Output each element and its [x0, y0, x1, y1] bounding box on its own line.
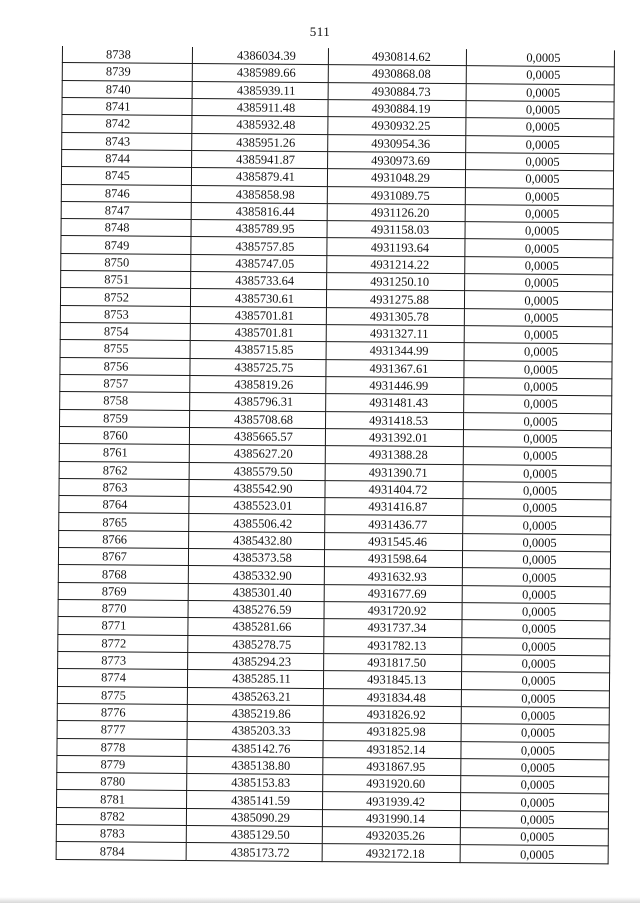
- y-coordinate-cell: 4931737.34: [324, 619, 462, 637]
- point-number-cell: 8752: [60, 288, 190, 306]
- y-coordinate-cell: 4931089.75: [327, 186, 465, 204]
- area-value-cell: 0,0005: [464, 291, 612, 309]
- point-number-cell: 8759: [60, 409, 190, 427]
- point-number-cell: 8769: [58, 582, 188, 600]
- y-coordinate-cell: 4931388.28: [325, 446, 463, 464]
- area-value-cell: 0,0005: [463, 464, 611, 482]
- y-coordinate-cell: 4931275.88: [326, 290, 464, 308]
- point-number-cell: 8781: [57, 790, 187, 808]
- area-value-cell: 0,0005: [464, 412, 612, 430]
- area-value-cell: 0,0005: [461, 672, 609, 690]
- area-value-cell: 0,0005: [460, 810, 608, 828]
- area-value-cell: 0,0005: [463, 481, 611, 499]
- x-coordinate-cell: 4385627.20: [189, 445, 325, 463]
- point-number-cell: 8772: [58, 634, 188, 652]
- y-coordinate-cell: 4931418.53: [326, 411, 464, 429]
- y-coordinate-cell: 4931825.98: [323, 723, 461, 741]
- y-coordinate-cell: 4930868.08: [328, 65, 466, 83]
- area-value-cell: 0,0005: [460, 845, 608, 863]
- x-coordinate-cell: 4385701.81: [190, 306, 326, 324]
- y-coordinate-cell: 4931193.64: [327, 238, 465, 256]
- area-value-cell: 0,0005: [465, 204, 613, 222]
- area-value-cell: 0,0005: [464, 343, 612, 361]
- x-coordinate-cell: 4385932.48: [192, 116, 328, 134]
- area-value-cell: 0,0005: [465, 222, 613, 240]
- y-coordinate-cell: 4932172.18: [322, 844, 460, 862]
- y-coordinate-cell: 4931390.71: [325, 463, 463, 481]
- area-value-cell: 0,0005: [463, 516, 611, 534]
- y-coordinate-cell: 4931126.20: [327, 203, 465, 221]
- area-value-cell: 0,0005: [465, 239, 613, 257]
- x-coordinate-cell: 4385219.86: [187, 704, 323, 722]
- point-number-cell: 8778: [57, 738, 187, 756]
- y-coordinate-cell: 4930973.69: [328, 151, 466, 169]
- area-value-cell: 0,0005: [461, 707, 609, 725]
- area-value-cell: 0,0005: [462, 637, 610, 655]
- area-value-cell: 0,0005: [466, 49, 614, 67]
- point-number-cell: 8738: [62, 46, 192, 64]
- area-value-cell: 0,0005: [462, 585, 610, 603]
- point-number-cell: 8741: [62, 97, 192, 115]
- coordinates-table: [56, 46, 615, 864]
- x-coordinate-cell: 4385281.66: [188, 618, 324, 636]
- y-coordinate-cell: 4931817.50: [324, 654, 462, 672]
- y-coordinate-cell: 4931826.92: [323, 705, 461, 723]
- point-number-cell: 8762: [59, 461, 189, 479]
- x-coordinate-cell: 4385373.58: [188, 549, 324, 567]
- point-number-cell: 8745: [61, 167, 191, 185]
- point-number-cell: 8773: [58, 651, 188, 669]
- x-coordinate-cell: 4385263.21: [187, 687, 323, 705]
- y-coordinate-cell: 4930954.36: [328, 134, 466, 152]
- area-value-cell: 0,0005: [464, 308, 612, 326]
- point-number-cell: 8748: [61, 219, 191, 237]
- point-number-cell: 8740: [62, 80, 192, 98]
- area-value-cell: 0,0005: [461, 741, 609, 759]
- area-value-cell: 0,0005: [462, 568, 610, 586]
- x-coordinate-cell: 4385278.75: [188, 635, 324, 653]
- area-value-cell: 0,0005: [462, 620, 610, 638]
- page-number: 511: [309, 24, 331, 39]
- point-number-cell: 8782: [56, 807, 186, 825]
- point-number-cell: 8767: [58, 548, 188, 566]
- area-value-cell: 0,0005: [463, 430, 611, 448]
- y-coordinate-cell: 4931404.72: [325, 480, 463, 498]
- x-coordinate-cell: 4385941.87: [192, 150, 328, 168]
- x-coordinate-cell: 4385332.90: [188, 566, 324, 584]
- y-coordinate-cell: 4931990.14: [322, 809, 460, 827]
- area-value-cell: 0,0005: [464, 378, 612, 396]
- point-number-cell: 8783: [56, 825, 186, 843]
- point-number-cell: 8751: [61, 271, 191, 289]
- point-number-cell: 8761: [59, 444, 189, 462]
- area-value-cell: 0,0005: [464, 360, 612, 378]
- x-coordinate-cell: 4385733.64: [191, 272, 327, 290]
- y-coordinate-cell: 4931446.99: [326, 377, 464, 395]
- y-coordinate-cell: 4931720.92: [324, 602, 462, 620]
- x-coordinate-cell: 4385989.66: [192, 64, 328, 82]
- y-coordinate-cell: 4931782.13: [324, 636, 462, 654]
- y-coordinate-cell: 4931367.61: [326, 359, 464, 377]
- y-coordinate-cell: 4931867.95: [323, 757, 461, 775]
- y-coordinate-cell: 4930884.73: [328, 82, 466, 100]
- point-number-cell: 8768: [58, 565, 188, 583]
- y-coordinate-cell: 4931305.78: [326, 307, 464, 325]
- area-value-cell: 0,0005: [465, 170, 613, 188]
- point-number-cell: 8753: [60, 305, 190, 323]
- point-number-cell: 8784: [56, 842, 186, 860]
- area-value-cell: 0,0005: [465, 256, 613, 274]
- y-coordinate-cell: 4931939.42: [323, 792, 461, 810]
- point-number-cell: 8742: [62, 115, 192, 133]
- y-coordinate-cell: 4931677.69: [324, 584, 462, 602]
- y-coordinate-cell: 4931327.11: [326, 325, 464, 343]
- point-number-cell: 8746: [61, 184, 191, 202]
- x-coordinate-cell: 4385285.11: [187, 670, 323, 688]
- y-coordinate-cell: 4930932.25: [328, 117, 466, 135]
- x-coordinate-cell: 4385819.26: [190, 375, 326, 393]
- x-coordinate-cell: 4385301.40: [188, 583, 324, 601]
- x-coordinate-cell: 4385757.85: [191, 237, 327, 255]
- y-coordinate-cell: 4931250.10: [327, 273, 465, 291]
- y-coordinate-cell: 4931214.22: [327, 255, 465, 273]
- point-number-cell: 8743: [62, 132, 192, 150]
- y-coordinate-cell: 4931632.93: [324, 567, 462, 585]
- x-coordinate-cell: 4385725.75: [190, 358, 326, 376]
- x-coordinate-cell: 4385542.90: [189, 479, 325, 497]
- y-coordinate-cell: 4931545.46: [325, 532, 463, 550]
- area-value-cell: 0,0005: [460, 828, 608, 846]
- y-coordinate-cell: 4931158.03: [327, 221, 465, 239]
- table-row: [56, 842, 608, 864]
- x-coordinate-cell: 4385173.72: [186, 843, 322, 861]
- x-coordinate-cell: 4385715.85: [190, 341, 326, 359]
- area-value-cell: 0,0005: [462, 603, 610, 621]
- area-value-cell: 0,0005: [461, 776, 609, 794]
- area-value-cell: 0,0005: [465, 187, 613, 205]
- area-value-cell: 0,0005: [466, 118, 614, 136]
- x-coordinate-cell: 4385276.59: [188, 601, 324, 619]
- point-number-cell: 8755: [60, 340, 190, 358]
- x-coordinate-cell: 4385090.29: [186, 808, 322, 826]
- x-coordinate-cell: 4385747.05: [191, 254, 327, 272]
- point-number-cell: 8747: [61, 201, 191, 219]
- x-coordinate-cell: 4385858.98: [191, 185, 327, 203]
- point-number-cell: 8780: [57, 773, 187, 791]
- point-number-cell: 8771: [58, 617, 188, 635]
- area-value-cell: 0,0005: [461, 793, 609, 811]
- x-coordinate-cell: 4385523.01: [189, 497, 325, 515]
- area-value-cell: 0,0005: [461, 758, 609, 776]
- x-coordinate-cell: 4385506.42: [189, 514, 325, 532]
- area-value-cell: 0,0005: [466, 135, 614, 153]
- x-coordinate-cell: 4385153.83: [187, 774, 323, 792]
- area-value-cell: 0,0005: [466, 153, 614, 171]
- point-number-cell: 8774: [57, 669, 187, 687]
- x-coordinate-cell: 4385951.26: [192, 133, 328, 151]
- point-number-cell: 8749: [61, 236, 191, 254]
- area-value-cell: 0,0005: [466, 101, 614, 119]
- x-coordinate-cell: 4385579.50: [189, 462, 325, 480]
- x-coordinate-cell: 4385665.57: [189, 427, 325, 445]
- area-value-cell: 0,0005: [463, 499, 611, 517]
- x-coordinate-cell: 4385708.68: [190, 410, 326, 428]
- y-coordinate-cell: 4931920.60: [323, 775, 461, 793]
- point-number-cell: 8777: [57, 721, 187, 739]
- y-coordinate-cell: 4931852.14: [323, 740, 461, 758]
- x-coordinate-cell: 4385701.81: [190, 324, 326, 342]
- x-coordinate-cell: 4385911.48: [192, 98, 328, 116]
- point-number-cell: 8776: [57, 703, 187, 721]
- y-coordinate-cell: 4931048.29: [327, 169, 465, 187]
- y-coordinate-cell: 4931845.13: [323, 671, 461, 689]
- x-coordinate-cell: 4385816.44: [191, 202, 327, 220]
- y-coordinate-cell: 4931392.01: [325, 428, 463, 446]
- point-number-cell: 8765: [59, 513, 189, 531]
- x-coordinate-cell: 4385789.95: [191, 220, 327, 238]
- x-coordinate-cell: 4385939.11: [192, 81, 328, 99]
- area-value-cell: 0,0005: [462, 655, 610, 673]
- y-coordinate-cell: 4931416.87: [325, 498, 463, 516]
- x-coordinate-cell: 4385138.80: [187, 756, 323, 774]
- point-number-cell: 8754: [60, 322, 190, 340]
- area-value-cell: 0,0005: [463, 533, 611, 551]
- x-coordinate-cell: 4385203.33: [187, 722, 323, 740]
- coordinates-table-body: [56, 46, 614, 863]
- y-coordinate-cell: 4932035.26: [322, 827, 460, 845]
- y-coordinate-cell: 4930884.19: [328, 100, 466, 118]
- area-value-cell: 0,0005: [461, 724, 609, 742]
- x-coordinate-cell: 4385796.31: [190, 393, 326, 411]
- point-number-cell: 8764: [59, 496, 189, 514]
- area-value-cell: 0,0005: [461, 689, 609, 707]
- y-coordinate-cell: 4931344.99: [326, 342, 464, 360]
- area-value-cell: 0,0005: [466, 66, 614, 84]
- y-coordinate-cell: 4931436.77: [325, 515, 463, 533]
- point-number-cell: 8779: [57, 755, 187, 773]
- y-coordinate-cell: 4931598.64: [324, 550, 462, 568]
- point-number-cell: 8744: [62, 149, 192, 167]
- x-coordinate-cell: 4385141.59: [187, 791, 323, 809]
- point-number-cell: 8757: [60, 374, 190, 392]
- area-value-cell: 0,0005: [463, 447, 611, 465]
- point-number-cell: 8739: [62, 63, 192, 81]
- point-number-cell: 8756: [60, 357, 190, 375]
- area-value-cell: 0,0005: [465, 274, 613, 292]
- y-coordinate-cell: 4931834.48: [323, 688, 461, 706]
- area-value-cell: 0,0005: [464, 395, 612, 413]
- point-number-cell: 8750: [61, 253, 191, 271]
- x-coordinate-cell: 4385730.61: [190, 289, 326, 307]
- point-number-cell: 8760: [59, 426, 189, 444]
- point-number-cell: 8770: [58, 599, 188, 617]
- area-value-cell: 0,0005: [462, 551, 610, 569]
- point-number-cell: 8763: [59, 478, 189, 496]
- scan-shadow-edge: [0, 897, 640, 903]
- y-coordinate-cell: 4930814.62: [328, 48, 466, 66]
- point-number-cell: 8766: [59, 530, 189, 548]
- area-value-cell: 0,0005: [466, 83, 614, 101]
- x-coordinate-cell: 4385142.76: [187, 739, 323, 757]
- x-coordinate-cell: 4385294.23: [188, 652, 324, 670]
- point-number-cell: 8758: [60, 392, 190, 410]
- x-coordinate-cell: 4385879.41: [191, 168, 327, 186]
- x-coordinate-cell: 4385432.80: [189, 531, 325, 549]
- x-coordinate-cell: 4386034.39: [192, 47, 328, 65]
- point-number-cell: 8775: [57, 686, 187, 704]
- area-value-cell: 0,0005: [464, 326, 612, 344]
- x-coordinate-cell: 4385129.50: [186, 826, 322, 844]
- y-coordinate-cell: 4931481.43: [326, 394, 464, 412]
